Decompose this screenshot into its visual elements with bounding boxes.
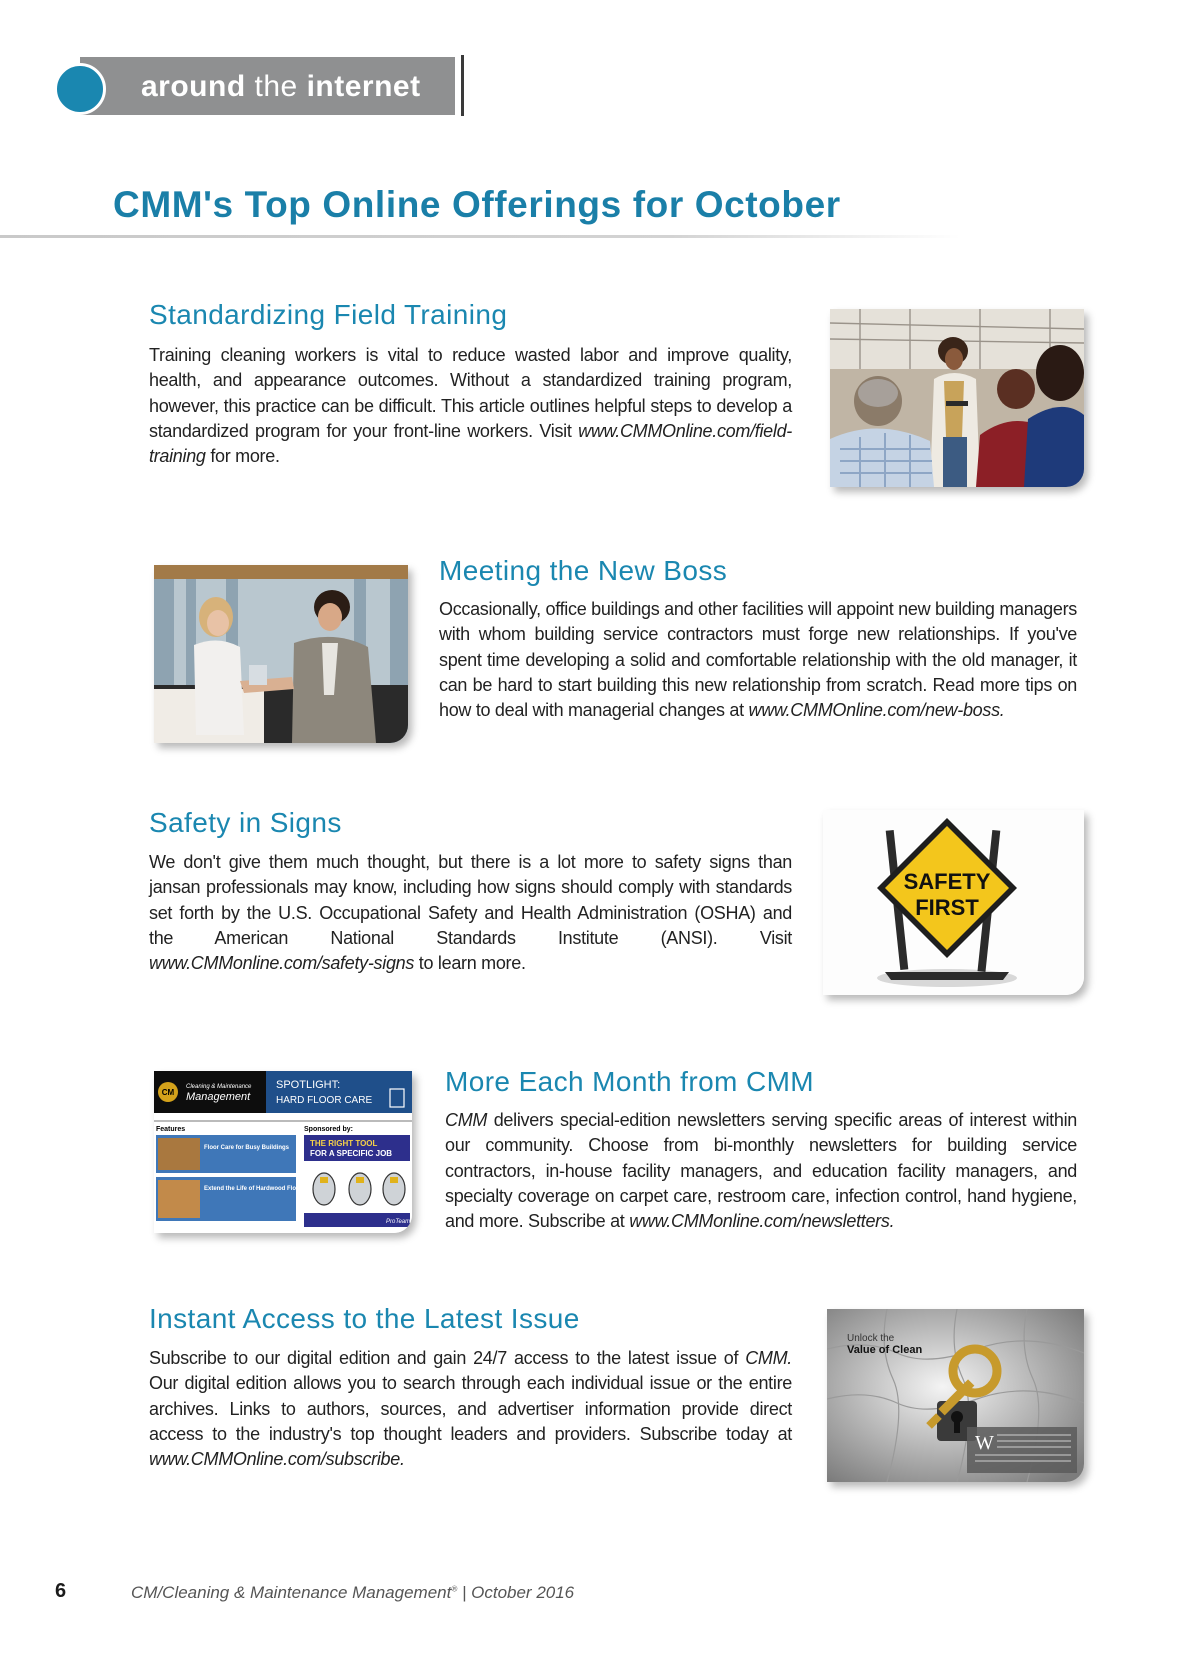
page-number: 6 (55, 1580, 67, 1602)
digital-edition-cover (827, 1309, 1084, 1482)
cover-title: Value of Clean (847, 1344, 923, 1356)
safety-sign-line1: SAFETY (903, 869, 991, 894)
cover-small-text: Unlock the (847, 1333, 895, 1344)
section-body-safety-signs: We don't give them much thought, but there is a lot more to safety signs than jansan professionals may know, including how signs should comply with standards set forth by the U.S. Occupational Safety and Health Administration (OSHA) and the American National Standards Institute (ANSI). Visit www.CMMonline.com/safety-signs to learn more. (149, 852, 792, 974)
newsletter-sponsor-brand: ProTeam (386, 1219, 411, 1225)
newsletter-features: Features (156, 1126, 186, 1133)
newsletter-spotlight: SPOTLIGHT: (276, 1079, 341, 1091)
section-body-field-training: Training cleaning workers is vital to reduce wasted labor and improve quality, health, and appearance outcomes. Without a standardized training program, however, this practice can be difficult. This article outlines helpful steps to develop a standardized program for your front-line workers. Visit www.CMMOnline.com/field-training for more. (149, 345, 792, 467)
newsletter-ad-line1: THE RIGHT TOOL (310, 1139, 378, 1148)
link-subscribe[interactable]: www.CMMOnline.com/subscribe. (149, 1449, 405, 1470)
svg-text:CM: CM (161, 1088, 175, 1097)
link-field-training[interactable]: www.CMMOnline.com/field-training (149, 420, 792, 467)
section-tab-divider (461, 55, 464, 116)
link-safety-signs[interactable]: www.CMMonline.com/safety-signs (149, 953, 415, 974)
training-photo (830, 309, 1084, 487)
footer-publication: CM/Cleaning & Maintenance Management® | October 2016 (131, 1583, 575, 1602)
section-heading-field-training: Standardizing Field Training (149, 299, 508, 330)
newsletter-item2: Extend the Life of Hardwood Floors (204, 1186, 306, 1192)
safety-sign-image (823, 810, 1084, 995)
section-tab-label: around the internet (141, 70, 421, 103)
newsletter-image (154, 1071, 412, 1233)
link-new-boss[interactable]: www.CMMOnline.com/new-boss. (748, 700, 1005, 721)
page-title: CMM's Top Online Offerings for October (113, 184, 841, 225)
newsletter-brand-small: Cleaning & Maintenance (186, 1084, 252, 1090)
safety-sign-line2: FIRST (915, 895, 979, 920)
newsletter-ad-line2: FOR A SPECIFIC JOB (310, 1149, 393, 1158)
title-rule (0, 235, 960, 238)
section-body-more-each-month: CMM delivers special-edition newsletters serving specific areas of interest within our community. Choose from bi-monthly newsletters for building service contractors, in-house facility managers, and education facility managers, and specialty coverage on carpet care, restroom care, infection control, hand hygiene, and more. Subscribe at www.CMMonline.com/newsletters. (445, 1110, 1077, 1232)
cover-dropcap: W (975, 1432, 994, 1454)
section-tab-dot (54, 63, 106, 115)
section-heading-safety-signs: Safety in Signs (149, 807, 342, 838)
link-newsletters[interactable]: www.CMMonline.com/newsletters. (629, 1211, 895, 1232)
newsletter-topic: HARD FLOOR CARE (276, 1095, 373, 1106)
newsletter-item1: Floor Care for Busy Buildings (204, 1145, 290, 1151)
section-body-new-boss: Occasionally, office buildings and other facilities will appoint new building managers with whom building service contractors must forge new relationships. If you've spent time developing a solid and comfortable relationship with the old manager, it can be hard to start building this new relationship from scratch. Read more tips on how to deal with managerial changes at www.CMMOnline.com/new-boss. (439, 599, 1077, 721)
section-body-latest-issue: Subscribe to our digital edition and gain 24/7 access to the latest issue of CMM. Our digital edition allows you to search through each individual issue or the entire archives. Links to authors, sources, and advertiser information provide direct access to the industry's top thought leaders and providers. Subscribe today at www.CMMOnline.com/subscribe. (149, 1348, 792, 1470)
newsletter-sponsored: Sponsored by: (304, 1126, 354, 1133)
section-heading-latest-issue: Instant Access to the Latest Issue (149, 1303, 580, 1334)
section-heading-new-boss: Meeting the New Boss (439, 555, 728, 586)
handshake-photo (154, 565, 408, 743)
section-heading-more-each-month: More Each Month from CMM (445, 1066, 815, 1097)
newsletter-brand: Management (186, 1091, 251, 1103)
